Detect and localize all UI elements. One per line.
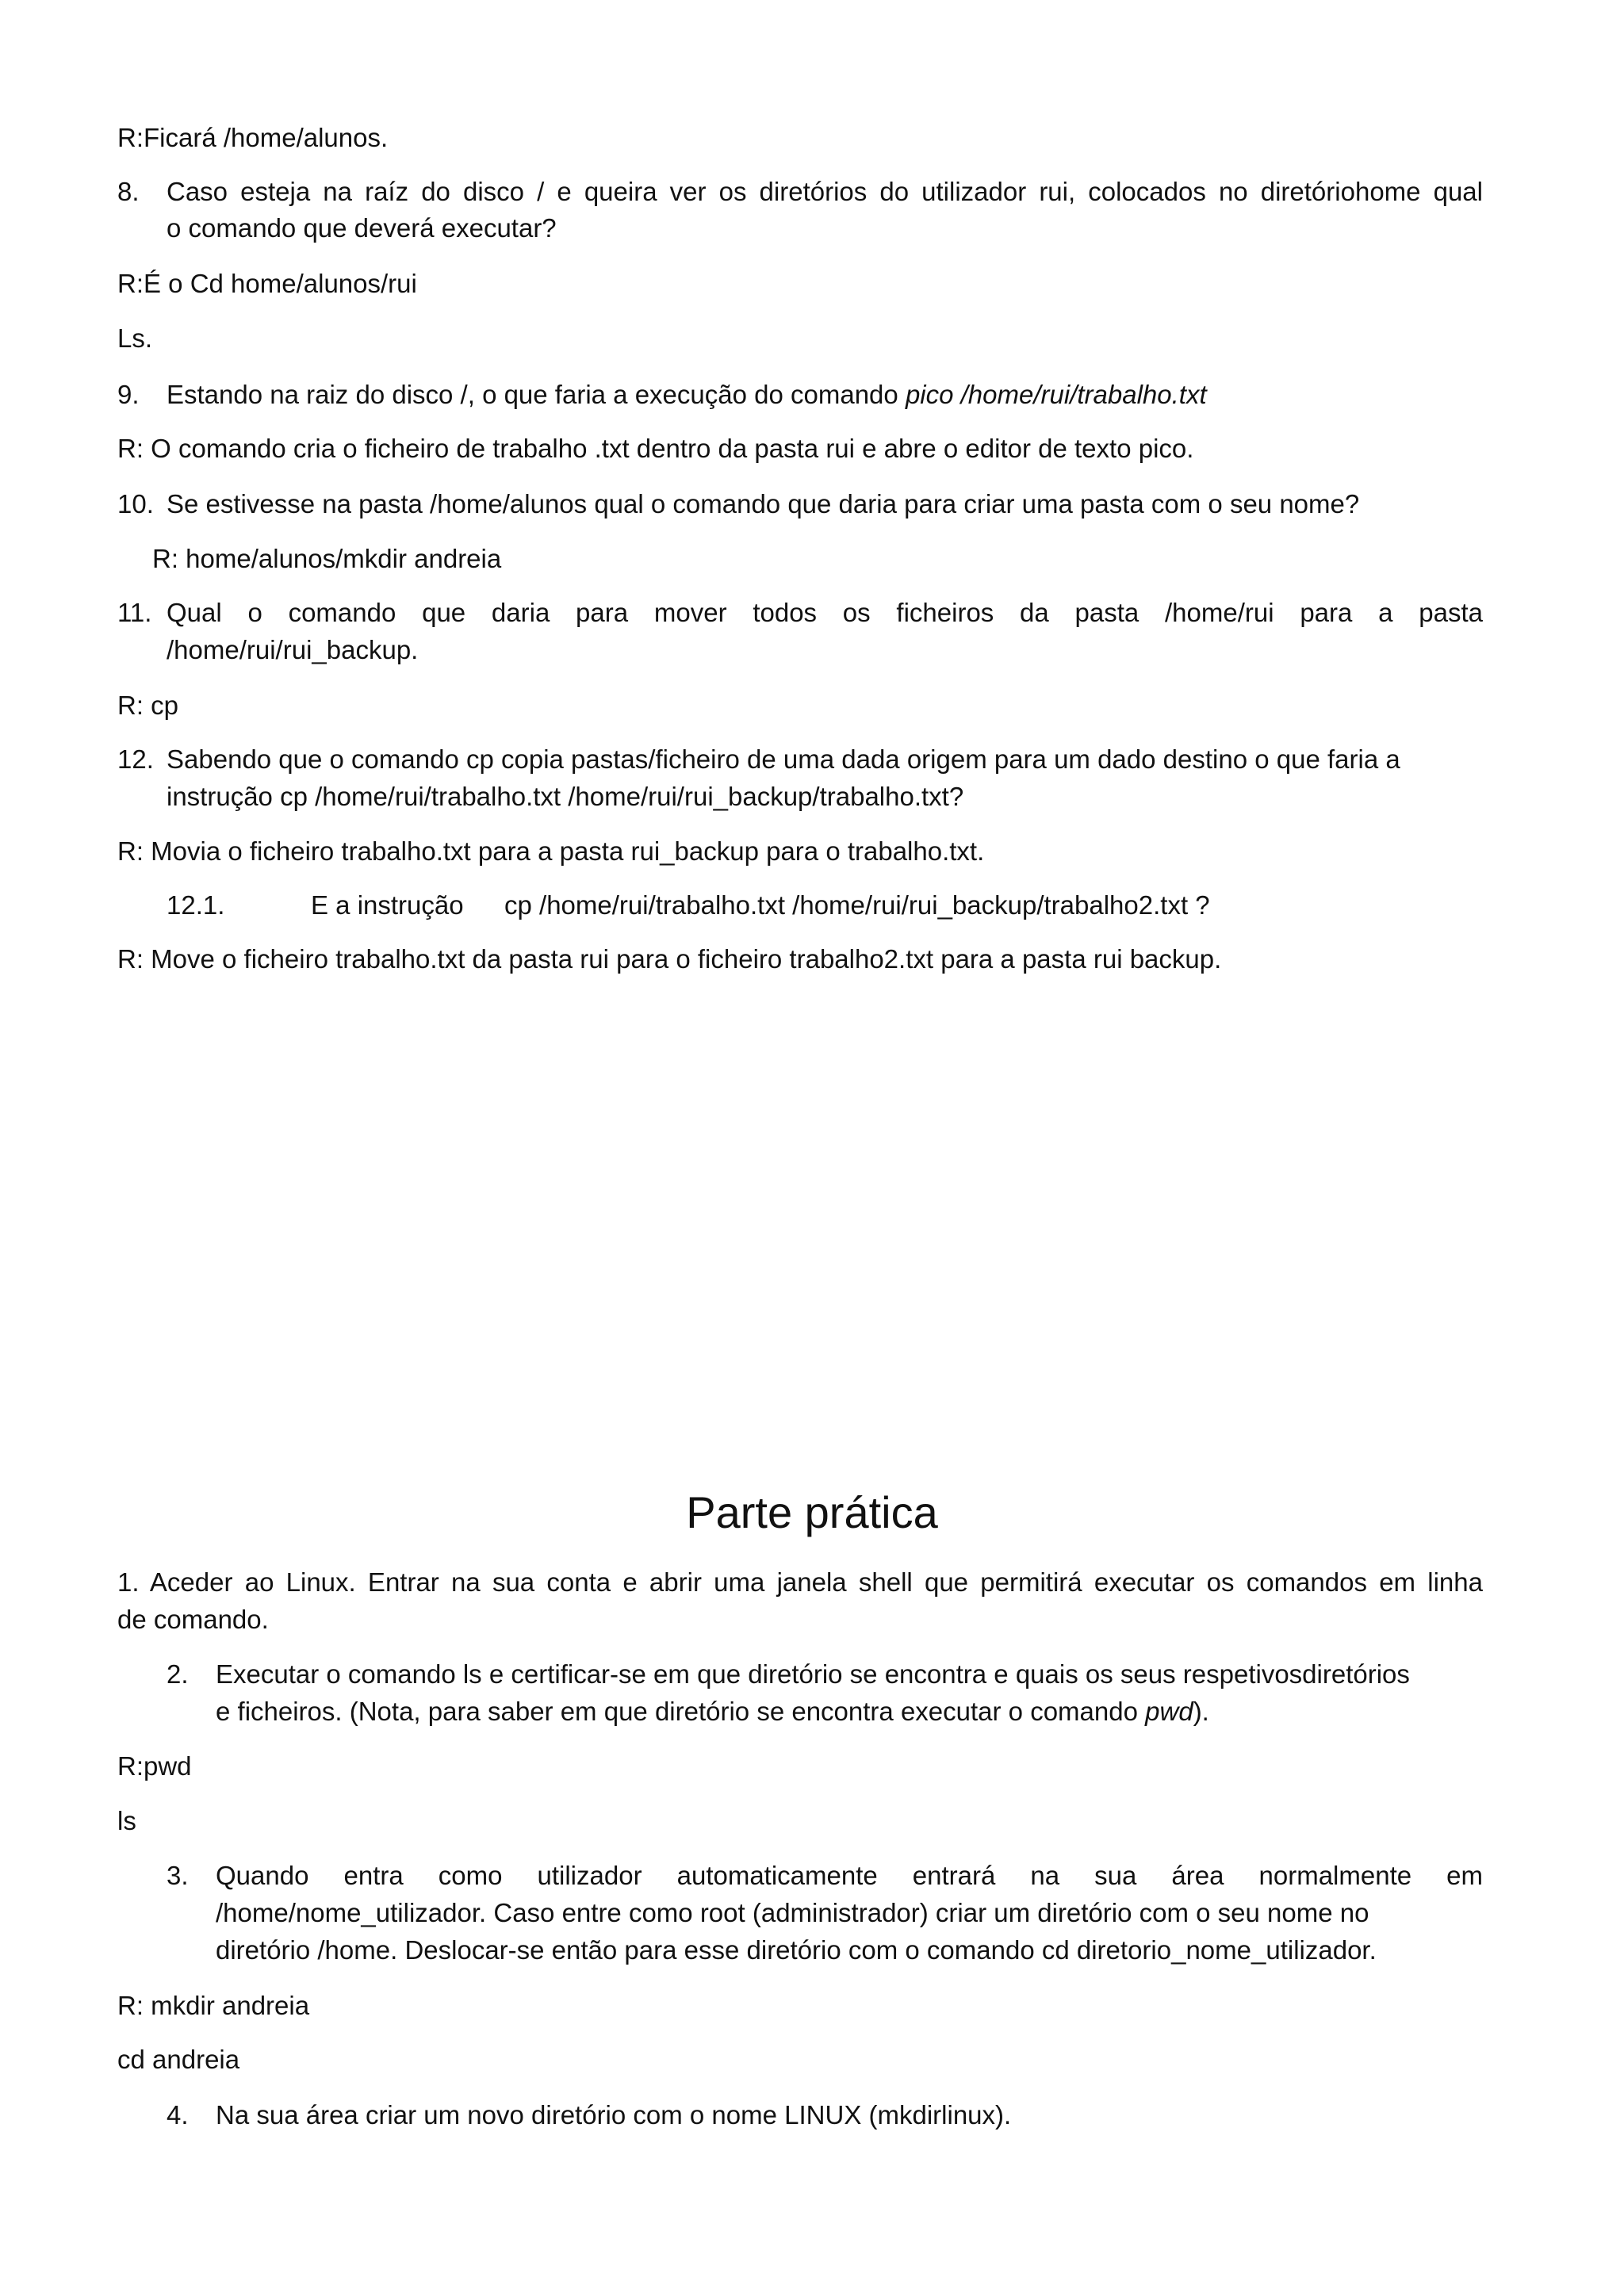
- question-10: Se estivesse na pasta /home/alunos qual o comando que daria para criar uma pasta com o seu nome?: [167, 489, 1360, 519]
- question-12-line-2: instrução cp /home/rui/trabalho.txt /home/rui/rui_backup/trabalho.txt?: [167, 782, 964, 811]
- question-9-text: Estando na raiz do disco /, o que faria a execução do comando: [167, 380, 906, 409]
- practice-2-number: 2.: [167, 1659, 189, 1689]
- question-11-line-2: /home/rui/rui_backup.: [167, 635, 419, 664]
- answer-9: R: O comando cria o ficheiro de trabalho .txt dentro da pasta rui e abre o editor de texto pico.: [117, 434, 1194, 463]
- question-8-number: 8.: [117, 177, 140, 206]
- practice-3-answer-line-2: cd andreia: [117, 2045, 240, 2074]
- practice-1-line-1: 1. Aceder ao Linux. Entrar na sua conta e abrir uma janela shell que permitirá executar os comandos em linha: [117, 1567, 1483, 1597]
- practice-3-line-3: diretório /home. Deslocar-se então para esse diretório com o comando cd diretorio_nome_utilizador.: [216, 1935, 1377, 1965]
- answer-10: R: home/alunos/mkdir andreia: [152, 544, 502, 573]
- question-11-number: 11.: [117, 598, 152, 627]
- question-9-number: 9.: [117, 380, 140, 409]
- practice-2-command: pwd: [1145, 1697, 1193, 1726]
- practice-3-line-1: Quando entra como utilizador automaticamente entrará na sua área normalmente em: [216, 1861, 1483, 1890]
- practice-2-line-1: Executar o comando ls e certificar-se em que diretório se encontra e quais os seus respetivosdiretórios: [216, 1659, 1410, 1689]
- question-12-1-command: cp /home/rui/trabalho.txt /home/rui/rui_backup/trabalho2.txt ?: [504, 890, 1210, 920]
- practice-1-line-2: de comando.: [117, 1605, 269, 1634]
- answer-11: R: cp: [117, 691, 179, 720]
- practice-3-answer-line-1: R: mkdir andreia: [117, 1991, 310, 2020]
- practice-2-answer-line-2: ls: [117, 1806, 136, 1835]
- practice-4-number: 4.: [167, 2100, 189, 2130]
- question-8-line-1: Caso esteja na raíz do disco / e queira ver os diretórios do utilizador rui, colocados no diretóriohome qual: [167, 177, 1483, 206]
- question-9-command: pico /home/rui/trabalho.txt: [905, 380, 1207, 409]
- question-12-1-label: E a instrução: [311, 890, 464, 920]
- practice-2-line-2-text: e ficheiros. (Nota, para saber em que diretório se encontra executar o comando: [216, 1697, 1146, 1726]
- question-9: [167, 376, 1207, 413]
- practice-2-answer-line-1: R:pwd: [117, 1751, 192, 1781]
- question-12-line-1: Sabendo que o comando cp copia pastas/ficheiro de uma dada origem para um dado destino o que faria a: [167, 744, 1400, 774]
- answer-8-line-2: Ls.: [117, 323, 153, 353]
- practice-4: Na sua área criar um novo diretório com o nome LINUX (mkdirlinux).: [216, 2100, 1012, 2130]
- section-title: Parte prática: [686, 1487, 938, 1537]
- question-11-line-1: Qual o comando que daria para mover todos os ficheiros da pasta /home/rui para a pasta: [167, 598, 1483, 627]
- question-10-number: 10.: [117, 489, 154, 519]
- question-12-number: 12.: [117, 744, 154, 774]
- answer-12: R: Movia o ficheiro trabalho.txt para a pasta rui_backup para o trabalho.txt.: [117, 836, 985, 866]
- answer-7: R:Ficará /home/alunos.: [117, 123, 389, 152]
- practice-3-line-2: /home/nome_utilizador. Caso entre como root (administrador) criar um diretório com o seu nome no: [216, 1898, 1369, 1927]
- question-12-1-number: 12.1.: [167, 890, 225, 920]
- question-8-line-2: o comando que deverá executar?: [167, 213, 557, 243]
- answer-8-line-1: R:É o Cd home/alunos/rui: [117, 269, 417, 298]
- practice-2-line-2: [216, 1693, 1209, 1730]
- answer-12-1: R: Move o ficheiro trabalho.txt da pasta rui para o ficheiro trabalho2.txt para a pasta rui backup.: [117, 944, 1222, 974]
- practice-3-number: 3.: [167, 1861, 189, 1890]
- practice-2-line-2-end: ).: [1193, 1697, 1209, 1726]
